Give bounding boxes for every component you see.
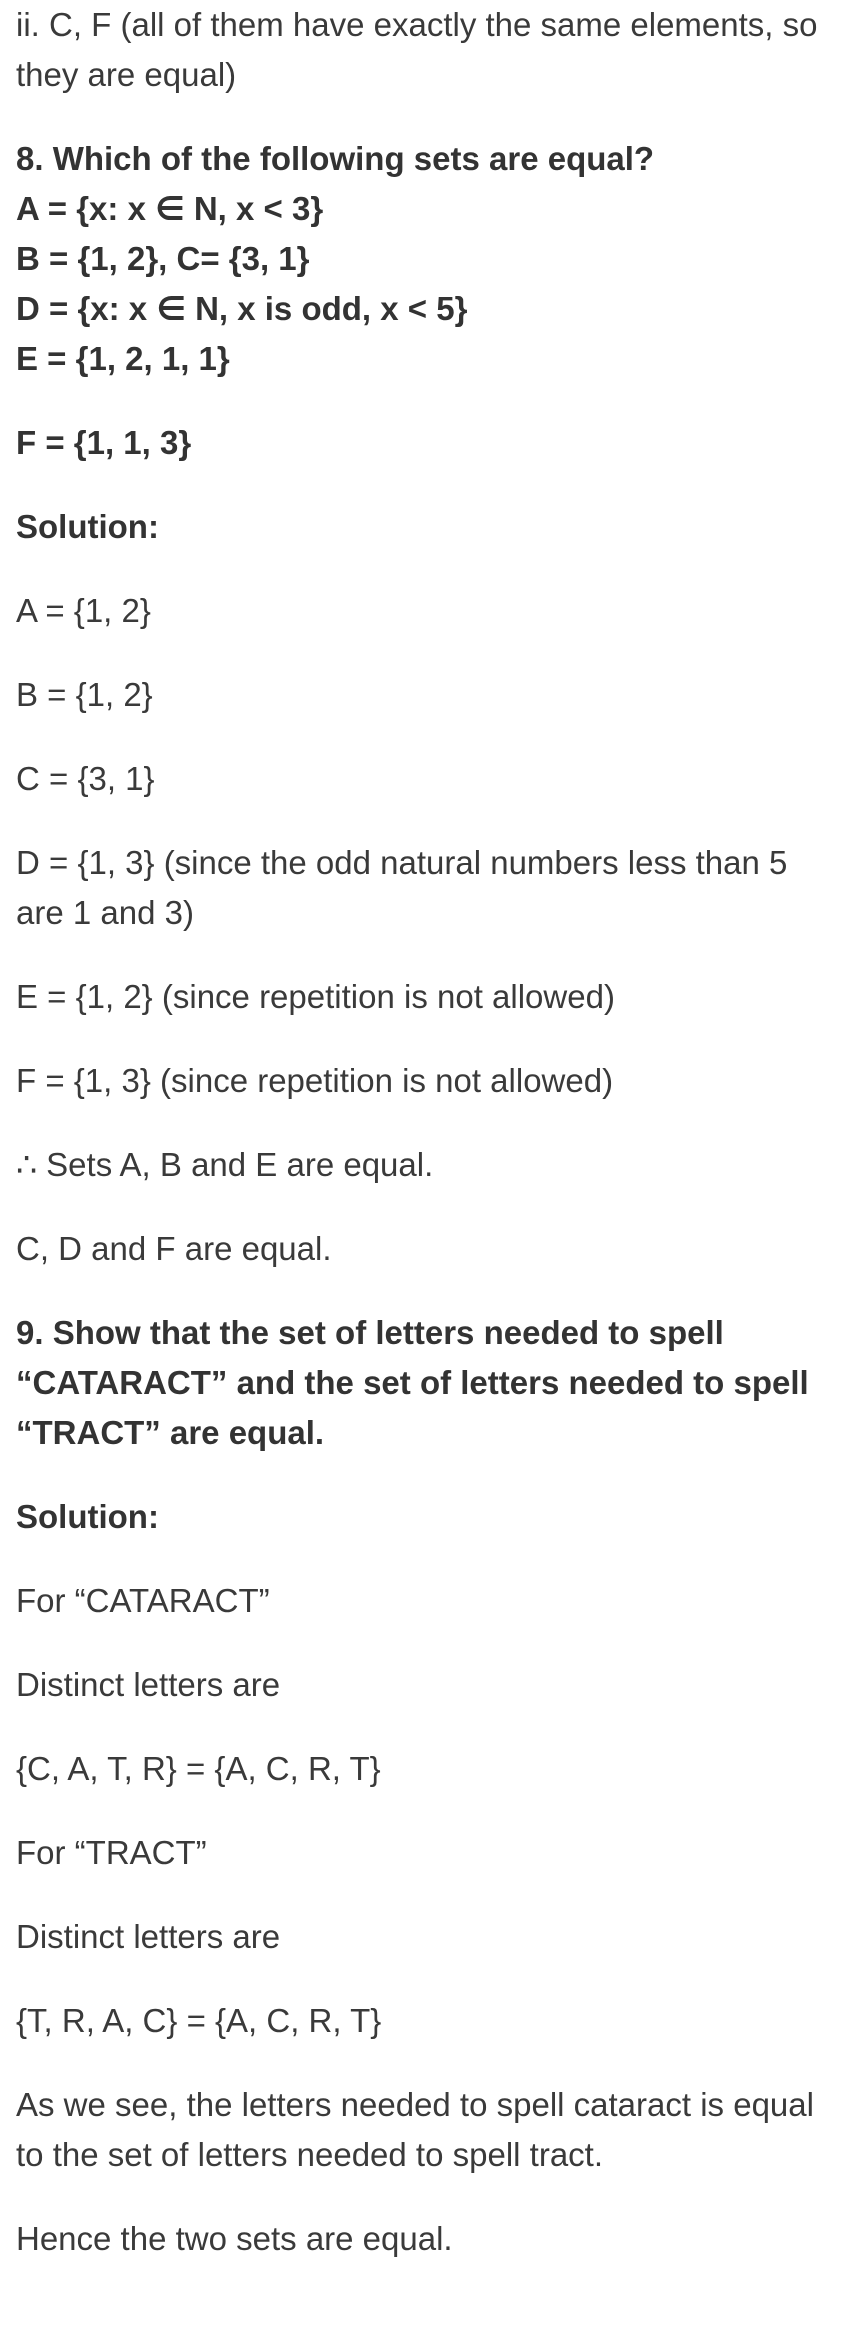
text-line: ii. C, F (all of them have exactly the same elements, so xyxy=(16,6,818,43)
solution-line: F = {1, 3} (since repetition is not allowed) xyxy=(16,1062,614,1099)
question-9-title: 9. Show that the set of letters needed to spell xyxy=(16,1314,724,1351)
question-8-set-d: D = {x: x ∈ N, x is odd, x < 5} xyxy=(16,290,468,327)
solution-line: For “TRACT” xyxy=(16,1834,207,1871)
solution-line: are 1 and 3) xyxy=(16,894,194,931)
solution-line: {C, A, T, R} = {A, C, R, T} xyxy=(16,1750,381,1787)
question-8-title: 8. Which of the following sets are equal? xyxy=(16,140,655,177)
solution-heading: Solution: xyxy=(16,1498,159,1535)
solution-line: As we see, the letters needed to spell cataract is equal xyxy=(16,2086,814,2123)
conclusion-line: C, D and F are equal. xyxy=(16,1230,332,1267)
solution-line: For “CATARACT” xyxy=(16,1582,270,1619)
solution-heading: Solution: xyxy=(16,508,159,545)
content xyxy=(16,0,851,2264)
solution-line: to the set of letters needed to spell tract. xyxy=(16,2136,604,2173)
solution-line: Distinct letters are xyxy=(16,1666,281,1703)
solution-line: {T, R, A, C} = {A, C, R, T} xyxy=(16,2002,382,2039)
solution-line: D = {1, 3} (since the odd natural numbers less than 5 xyxy=(16,844,788,881)
question-8-set-a: A = {x: x ∈ N, x < 3} xyxy=(16,190,324,227)
solution-line: A = {1, 2} xyxy=(16,592,151,629)
conclusion-line: ∴ Sets A, B and E are equal. xyxy=(16,1146,434,1183)
text-line: they are equal) xyxy=(16,56,237,93)
solution-line: E = {1, 2} (since repetition is not allowed) xyxy=(16,978,615,1015)
question-9-title: “TRACT” are equal. xyxy=(16,1414,325,1451)
question-8-set-f: F = {1, 1, 3} xyxy=(16,424,192,461)
solution-line: Distinct letters are xyxy=(16,1918,281,1955)
conclusion-line: Hence the two sets are equal. xyxy=(16,2220,453,2257)
question-8-set-bc: B = {1, 2}, C= {3, 1} xyxy=(16,240,310,277)
question-8-set-e: E = {1, 2, 1, 1} xyxy=(16,340,230,377)
solution-line: C = {3, 1} xyxy=(16,760,155,797)
question-9-title: “CATARACT” and the set of letters needed to spell xyxy=(16,1364,809,1401)
solution-line: B = {1, 2} xyxy=(16,676,153,713)
